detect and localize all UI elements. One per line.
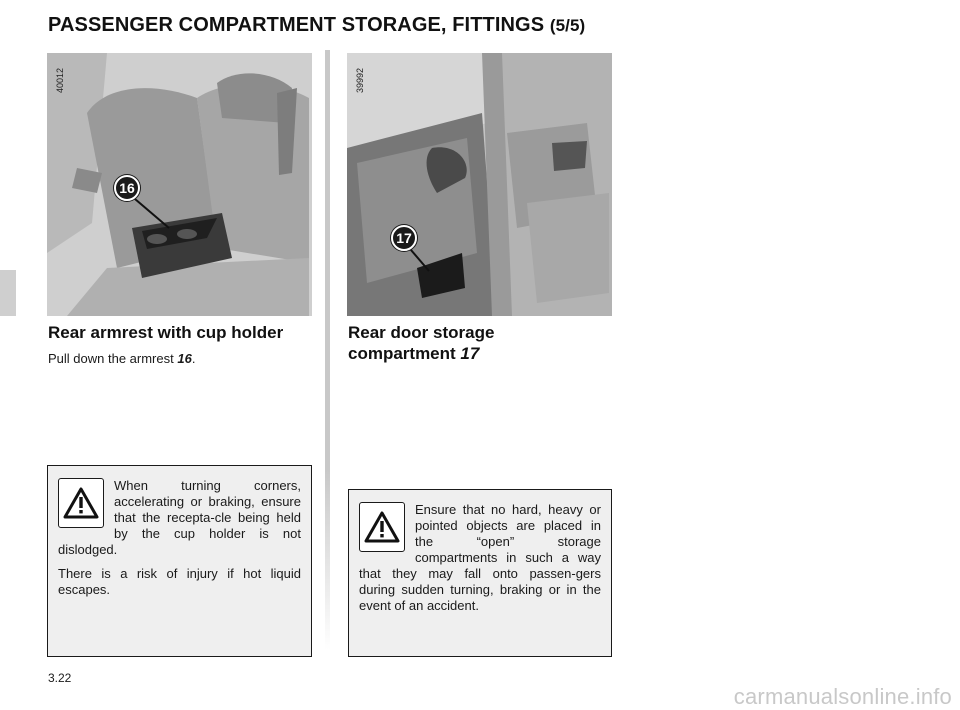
section-tab	[0, 270, 16, 316]
rear-door-storage-heading	[348, 322, 494, 364]
rear-door-illustration	[347, 53, 612, 316]
image-code-left: 40012	[55, 67, 65, 93]
warning-text-2: There is a risk of injury if hot liquid escapes.	[58, 566, 301, 597]
warning-triangle-icon	[58, 478, 104, 528]
page-title	[48, 14, 585, 37]
callout-17: 17	[391, 225, 417, 251]
heading-line-2: compartment	[348, 344, 461, 363]
warning-text: Ensure that no hard, heavy or pointed objects are placed in the “open” storage compartments in such a way that they may fall onto passen-gers during sudden turning, braking or in the event of an accident.	[359, 502, 601, 613]
watermark: carmanualsonline.info	[733, 684, 952, 709]
callout-16: 16	[114, 175, 140, 201]
rear-armrest-instruction	[48, 351, 195, 367]
heading-ref: 17	[460, 344, 480, 363]
title-part: (5/5)	[549, 16, 586, 35]
rear-armrest-photo	[47, 53, 312, 316]
heading-line-1: Rear door storage	[348, 323, 495, 342]
column-divider	[325, 50, 330, 650]
instruction-ref: 16	[177, 351, 192, 366]
image-code-right: 39992	[355, 67, 365, 93]
instruction-end: .	[191, 351, 196, 366]
title-main: PASSENGER COMPARTMENT STORAGE, FITTINGS	[48, 14, 550, 36]
warning-text-1: When turning corners, accelerating or braking, ensure that the recepta-cle being held by the cup holder is not dislodged.	[58, 478, 301, 557]
cup-holder-warning	[47, 465, 312, 657]
rear-seat-illustration	[47, 53, 312, 316]
warning-triangle-icon	[359, 502, 405, 552]
page-number: 3.22	[48, 671, 72, 685]
rear-armrest-heading: Rear armrest with cup holder	[48, 323, 284, 342]
storage-objects-warning	[348, 489, 612, 657]
instruction-text: Pull down the armrest	[48, 351, 178, 366]
rear-door-storage-photo	[347, 53, 612, 316]
